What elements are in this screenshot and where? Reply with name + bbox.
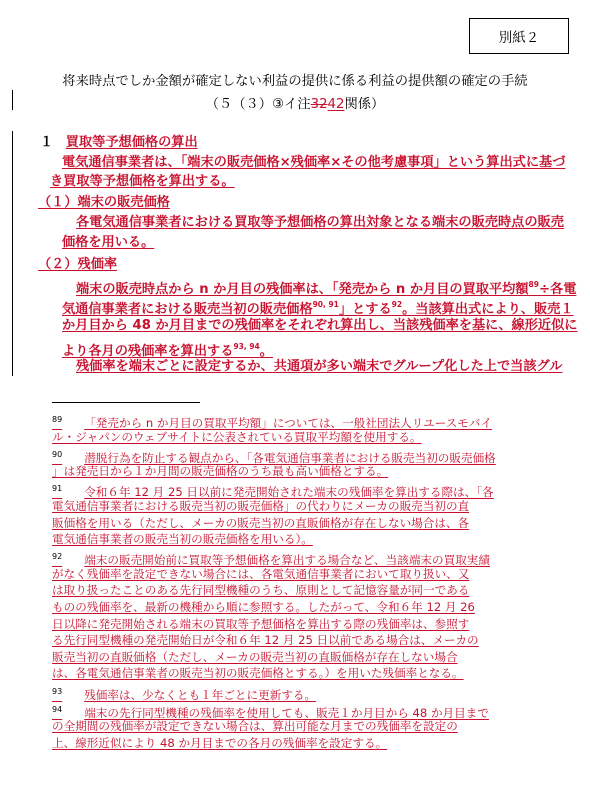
footnote-line: 日以降に発売開始される端末の買取等予想価格を算出する際の残価率は、参照す bbox=[52, 616, 470, 631]
footnote-ref[interactable]: 89 bbox=[528, 280, 539, 289]
footnote-text: 端末の先行同型機種の残価率を使用しても、販売１か月目から 48 か月目まで bbox=[84, 705, 489, 720]
footnote-ref[interactable]: 92 bbox=[391, 300, 403, 309]
annex-label: 別紙２ bbox=[469, 18, 569, 54]
change-bar bbox=[12, 131, 13, 376]
subtitle-suffix: 関係） bbox=[344, 97, 385, 112]
text-run: 。 bbox=[259, 344, 273, 359]
footnote-line: は、各電気通信事業者の販売当初の販売価格とする。）を用いた残価率となる。 bbox=[52, 666, 464, 681]
paragraph-line: 価格を用いる。 bbox=[62, 235, 155, 250]
footnote-line: ものの残価率を、最新の機種から順に参照する。したがって、令和６年 12 月 26 bbox=[52, 600, 475, 615]
subsection-heading: （１）端末の販売価格 bbox=[38, 195, 170, 210]
footnote-line: 電気通信事業者の販売当初の販売価格を用いる）。 bbox=[52, 532, 313, 547]
document-subtitle bbox=[0, 93, 590, 112]
paragraph-line: き買取等予想価格を算出する。 bbox=[50, 174, 235, 189]
footnote-line: 上、線形近似により 48 か月目までの各月の残価率を設定する。 bbox=[52, 735, 388, 750]
footnote-line bbox=[52, 684, 316, 703]
footnote-line: は取り扱ったことのある先行同型機種のうち、原則として記憶容量が同一である bbox=[52, 583, 470, 598]
text-run: 端末の販売時点から n か月目の残価率は、「発売から n か月目の買取平均額 bbox=[76, 282, 529, 297]
footnote-number: 93 bbox=[52, 686, 63, 696]
footnote-number: 90 bbox=[52, 449, 63, 459]
footnote-text: 潜脱行為を防止する観点から、「各電気通信事業者における販売当初の販売価格 bbox=[84, 450, 496, 465]
footnote-line: 電気通信事業者における販売当初の販売価格」の代わりにメーカの販売当初の直 bbox=[52, 498, 470, 513]
footnote-line: る先行同型機種の発売開始日が令和６年 12 月 25 日以前である場合は、メーカの bbox=[52, 633, 479, 648]
paragraph-line: 各電気通信事業者における買取等予想価格の算出対象となる端末の販売時点の販売 bbox=[76, 215, 564, 230]
footnote-line: の全期間の残価率が設定できない場合は、算出可能な月までの残価率を設定の bbox=[52, 719, 458, 734]
footnote-number: 89 bbox=[52, 415, 63, 424]
paragraph-line bbox=[62, 296, 582, 319]
section-number: １ bbox=[40, 135, 54, 150]
text-run: 気通信事業者における販売当初の販売価格 bbox=[62, 302, 313, 317]
footnote-text: 端末の販売開始前に買取等予想価格を算出する場合など、当該端末の買取実績 bbox=[84, 553, 490, 568]
footnote-line: 販価格を用いる（ただし、メーカの販売当初の直販価格が存在しない場合は、各 bbox=[52, 515, 470, 530]
text-run: より各月の残価率を算出する bbox=[62, 344, 234, 359]
subtitle-deleted-number: 32 bbox=[310, 97, 328, 112]
text-run: 。当該算出式により、販売１ bbox=[402, 302, 574, 317]
text-run: 」とする bbox=[338, 302, 392, 317]
footnote-number: 91 bbox=[52, 484, 63, 494]
subtitle-prefix: （５（３）③イ注 bbox=[205, 97, 311, 112]
subtitle-inserted-number: 42 bbox=[327, 97, 345, 112]
change-bar bbox=[12, 90, 13, 110]
footnote-number: 92 bbox=[52, 552, 63, 562]
footnote-line: 販売当初の直販価格（ただし、メーカの販売当初の直販価格が存在しない場合 bbox=[52, 649, 458, 664]
document-title: 将来時点でしか金額が確定しない利益の提供に係る利益の提供額の確定の手続 bbox=[62, 74, 528, 89]
footnote-ref[interactable]: 93, 94 bbox=[233, 342, 260, 351]
paragraph-line: か月目から 48 か月目までの残価率をそれぞれ算出し、当該残価率を基に、線形近似に bbox=[62, 318, 578, 333]
footnote-text: 「発売から n か月目の買取平均額」については、一般社団法人リユースモバイ bbox=[84, 416, 493, 430]
footnote-number: 94 bbox=[52, 704, 63, 714]
footnote-separator bbox=[52, 402, 200, 403]
section-title: 買取等予想価格の算出 bbox=[65, 135, 198, 150]
footnote-line: 」は発売日から１か月間の販売価格のうち最も高い価格とする。 bbox=[52, 464, 389, 479]
subsection-heading: （２）残価率 bbox=[38, 257, 118, 272]
footnote-text: 令和６年 12 月 25 日以前に発売開始された端末の残価率を算出する際は、「各 bbox=[84, 485, 494, 500]
paragraph-line: 残価率を端末ごとに設定するか、共通項が多い端末でグループ化した上で当該グル bbox=[76, 359, 563, 374]
footnote-line: がなく残価率を設定できない場合には、各電気通信事業者において取り扱い、又 bbox=[52, 566, 470, 581]
section-heading bbox=[40, 134, 560, 152]
footnote-text: 残価率は、少なくとも１年ごとに更新する。 bbox=[84, 687, 317, 702]
paragraph-line: 電気通信事業者は、「端末の販売価格×残価率×その他考慮事項」という算出式に基づ bbox=[62, 155, 566, 170]
footnote-line: ル・ジャパンのウェブサイトに公表されている買取平均額を使用する。 bbox=[52, 429, 422, 444]
footnote-ref[interactable]: 90, 91 bbox=[312, 300, 339, 309]
text-run: ÷各電 bbox=[538, 282, 577, 297]
